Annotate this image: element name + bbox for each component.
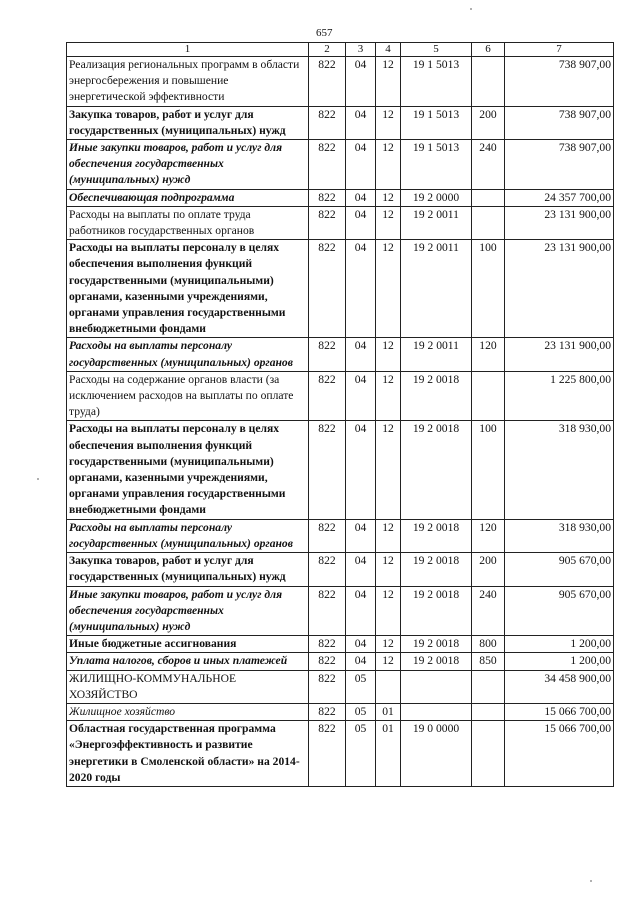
row-value-cell: 822 — [309, 140, 346, 190]
row-value-cell: 19 2 0011 — [401, 338, 472, 371]
row-value-cell: 1 200,00 — [505, 636, 614, 653]
row-value-cell: 04 — [346, 421, 376, 519]
row-value-cell: 04 — [346, 371, 376, 421]
row-value-cell: 19 1 5013 — [401, 140, 472, 190]
column-header: 7 — [505, 43, 614, 57]
column-header: 5 — [401, 43, 472, 57]
row-value-cell: 12 — [376, 519, 401, 552]
table-row — [67, 189, 614, 206]
row-value-cell: 318 930,00 — [505, 421, 614, 519]
row-value-cell: 19 2 0018 — [401, 586, 472, 636]
row-value-cell: 822 — [309, 189, 346, 206]
row-label-cell: Расходы на выплаты по оплате труда работников государственных органов — [67, 206, 309, 239]
row-label-cell: Расходы на выплаты персоналу государственных (муниципальных) органов — [67, 338, 309, 371]
row-value-cell: 1 200,00 — [505, 653, 614, 670]
row-label-cell: Жилищное хозяйство — [67, 703, 309, 720]
row-value-cell: 04 — [346, 636, 376, 653]
row-value-cell: 738 907,00 — [505, 57, 614, 107]
table-row — [67, 721, 614, 787]
table-row — [67, 106, 614, 139]
row-value-cell — [472, 703, 505, 720]
row-value-cell: 19 1 5013 — [401, 106, 472, 139]
table-row — [67, 653, 614, 670]
row-value-cell: 822 — [309, 206, 346, 239]
row-value-cell — [472, 206, 505, 239]
row-label-cell: Закупка товаров, работ и услуг для государственных (муниципальных) нужд — [67, 106, 309, 139]
table-row — [67, 586, 614, 636]
row-value-cell — [401, 670, 472, 703]
row-label-cell: Уплата налогов, сборов и иных платежей — [67, 653, 309, 670]
row-value-cell — [472, 371, 505, 421]
row-value-cell: 12 — [376, 421, 401, 519]
row-value-cell: 15 066 700,00 — [505, 703, 614, 720]
row-value-cell: 05 — [346, 721, 376, 787]
row-value-cell: 822 — [309, 57, 346, 107]
row-value-cell: 200 — [472, 106, 505, 139]
row-value-cell: 19 2 0011 — [401, 206, 472, 239]
row-value-cell: 822 — [309, 703, 346, 720]
row-value-cell: 822 — [309, 721, 346, 787]
row-value-cell: 19 2 0018 — [401, 636, 472, 653]
table-row — [67, 553, 614, 586]
column-header: 4 — [376, 43, 401, 57]
table-row — [67, 421, 614, 519]
row-label-cell: Расходы на выплаты персоналу в целях обеспечения выполнения функций государственными (муниципальными) органами, казенными учреждениями, органами управления государственными внебюджетными фондами — [67, 421, 309, 519]
table-row — [67, 519, 614, 552]
row-value-cell: 15 066 700,00 — [505, 721, 614, 787]
row-value-cell — [472, 57, 505, 107]
row-value-cell: 240 — [472, 140, 505, 190]
row-value-cell: 12 — [376, 371, 401, 421]
row-value-cell: 12 — [376, 106, 401, 139]
row-value-cell: 04 — [346, 519, 376, 552]
table-row — [67, 57, 614, 107]
table-body — [67, 57, 614, 787]
row-value-cell: 04 — [346, 653, 376, 670]
row-value-cell: 12 — [376, 586, 401, 636]
row-value-cell: 04 — [346, 189, 376, 206]
row-label-cell: ЖИЛИЩНО-КОММУНАЛЬНОЕ ХОЗЯЙСТВО — [67, 670, 309, 703]
row-value-cell: 12 — [376, 338, 401, 371]
row-value-cell: 12 — [376, 636, 401, 653]
row-value-cell: 01 — [376, 721, 401, 787]
row-value-cell: 12 — [376, 553, 401, 586]
row-value-cell: 12 — [376, 206, 401, 239]
row-label-cell: Обеспечивающая подпрограмма — [67, 189, 309, 206]
table-row — [67, 240, 614, 338]
row-value-cell: 05 — [346, 670, 376, 703]
row-value-cell: 23 131 900,00 — [505, 338, 614, 371]
table-header-row — [67, 43, 614, 57]
row-value-cell: 738 907,00 — [505, 106, 614, 139]
row-value-cell: 04 — [346, 206, 376, 239]
scan-speck — [470, 8, 472, 10]
row-value-cell: 12 — [376, 653, 401, 670]
column-header: 6 — [472, 43, 505, 57]
row-value-cell: 822 — [309, 586, 346, 636]
row-label-cell: Областная государственная программа «Энергоэффективность и развитие энергетики в Смоленской области» на 2014-2020 годы — [67, 721, 309, 787]
row-value-cell: 04 — [346, 553, 376, 586]
row-value-cell: 19 1 5013 — [401, 57, 472, 107]
row-value-cell: 19 0 0000 — [401, 721, 472, 787]
row-value-cell: 822 — [309, 338, 346, 371]
row-value-cell: 23 131 900,00 — [505, 206, 614, 239]
row-value-cell: 04 — [346, 586, 376, 636]
table-row — [67, 371, 614, 421]
table-row — [67, 140, 614, 190]
row-label-cell: Иные закупки товаров, работ и услуг для обеспечения государственных (муниципальных) нужд — [67, 586, 309, 636]
row-value-cell: 19 2 0018 — [401, 519, 472, 552]
row-value-cell — [376, 670, 401, 703]
row-value-cell: 01 — [376, 703, 401, 720]
row-label-cell: Иные закупки товаров, работ и услуг для обеспечения государственных (муниципальных) нужд — [67, 140, 309, 190]
row-value-cell: 822 — [309, 240, 346, 338]
row-value-cell: 800 — [472, 636, 505, 653]
row-value-cell: 04 — [346, 240, 376, 338]
row-label-cell: Расходы на выплаты персоналу государственных (муниципальных) органов — [67, 519, 309, 552]
row-value-cell: 822 — [309, 670, 346, 703]
table-row — [67, 338, 614, 371]
row-value-cell — [472, 670, 505, 703]
column-header: 2 — [309, 43, 346, 57]
row-value-cell: 04 — [346, 106, 376, 139]
row-value-cell: 19 2 0018 — [401, 371, 472, 421]
row-value-cell — [472, 721, 505, 787]
row-value-cell — [472, 189, 505, 206]
row-value-cell: 34 458 900,00 — [505, 670, 614, 703]
row-value-cell: 905 670,00 — [505, 553, 614, 586]
row-value-cell: 822 — [309, 106, 346, 139]
row-value-cell: 905 670,00 — [505, 586, 614, 636]
row-value-cell: 19 2 0018 — [401, 421, 472, 519]
row-value-cell: 19 2 0000 — [401, 189, 472, 206]
row-value-cell: 822 — [309, 553, 346, 586]
row-value-cell: 822 — [309, 519, 346, 552]
row-value-cell: 240 — [472, 586, 505, 636]
row-value-cell: 100 — [472, 421, 505, 519]
scan-speck — [590, 880, 592, 882]
row-value-cell: 1 225 800,00 — [505, 371, 614, 421]
row-value-cell: 738 907,00 — [505, 140, 614, 190]
row-value-cell: 318 930,00 — [505, 519, 614, 552]
row-value-cell: 04 — [346, 140, 376, 190]
row-value-cell: 19 2 0011 — [401, 240, 472, 338]
row-value-cell: 850 — [472, 653, 505, 670]
row-label-cell: Иные бюджетные ассигнования — [67, 636, 309, 653]
row-value-cell: 100 — [472, 240, 505, 338]
row-value-cell: 822 — [309, 371, 346, 421]
row-value-cell: 822 — [309, 636, 346, 653]
table-row — [67, 703, 614, 720]
row-value-cell: 200 — [472, 553, 505, 586]
table-row — [67, 206, 614, 239]
row-label-cell: Реализация региональных программ в области энергосбережения и повышение энергетической эффективности — [67, 57, 309, 107]
page-number: 657 — [316, 27, 333, 39]
row-value-cell: 12 — [376, 240, 401, 338]
row-value-cell: 120 — [472, 338, 505, 371]
row-value-cell: 12 — [376, 140, 401, 190]
row-value-cell: 822 — [309, 653, 346, 670]
row-value-cell: 23 131 900,00 — [505, 240, 614, 338]
row-label-cell: Расходы на выплаты персоналу в целях обеспечения выполнения функций государственными (муниципальными) органами, казенными учреждениями, органами управления государственными внебюджетными фондами — [67, 240, 309, 338]
row-value-cell: 05 — [346, 703, 376, 720]
row-value-cell: 19 2 0018 — [401, 653, 472, 670]
row-value-cell — [401, 703, 472, 720]
column-header: 1 — [67, 43, 309, 57]
column-header: 3 — [346, 43, 376, 57]
row-value-cell: 04 — [346, 338, 376, 371]
row-label-cell: Закупка товаров, работ и услуг для государственных (муниципальных) нужд — [67, 553, 309, 586]
row-value-cell: 822 — [309, 421, 346, 519]
row-value-cell: 19 2 0018 — [401, 553, 472, 586]
budget-table — [66, 42, 614, 787]
row-value-cell: 12 — [376, 189, 401, 206]
table-row — [67, 636, 614, 653]
row-value-cell: 12 — [376, 57, 401, 107]
row-value-cell: 120 — [472, 519, 505, 552]
row-value-cell: 04 — [346, 57, 376, 107]
table-row — [67, 670, 614, 703]
row-label-cell: Расходы на содержание органов власти (за исключением расходов на выплаты по оплате труда) — [67, 371, 309, 421]
scan-speck — [37, 478, 39, 480]
row-value-cell: 24 357 700,00 — [505, 189, 614, 206]
